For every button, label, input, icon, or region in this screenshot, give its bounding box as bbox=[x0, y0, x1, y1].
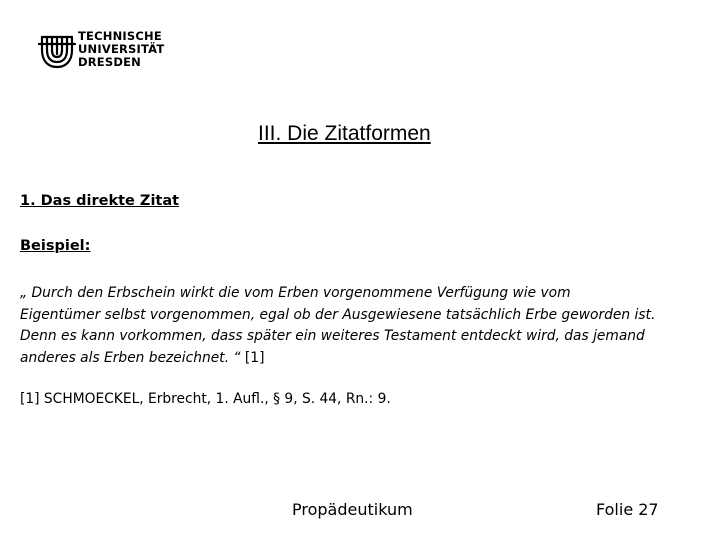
footer-course-name: Propädeutikum bbox=[292, 500, 413, 519]
logo-line-3: DRESDEN bbox=[78, 55, 141, 69]
footnote-reference: [1] bbox=[244, 349, 265, 366]
logo-line-1: TECHNISCHE bbox=[78, 29, 162, 43]
footer-slide-number: Folie 27 bbox=[596, 500, 659, 519]
quote-line: Eigentümer selbst vorgenommen, egal ob der Ausgewiesene tatsächlich Erbe geworden ist. bbox=[20, 306, 656, 323]
quote-line-text: anderes als Erben bezeichnet. “ bbox=[20, 349, 241, 366]
university-name bbox=[78, 30, 164, 69]
quote-line: „ Durch den Erbschein wirkt die vom Erben vorgenommene Verfügung wie vom bbox=[20, 285, 571, 301]
tu-dresden-logo-icon bbox=[38, 30, 76, 70]
quote-block bbox=[20, 283, 710, 369]
section-heading: 1. Das direkte Zitat bbox=[20, 193, 180, 209]
university-logo bbox=[38, 29, 178, 73]
logo-line-2: UNIVERSITÄT bbox=[78, 42, 165, 56]
quote-line-last bbox=[20, 348, 710, 370]
slide-title: III. Die Zitatformen bbox=[258, 122, 431, 145]
example-label: Beispiel: bbox=[20, 238, 91, 254]
footnote: [1] SCHMOECKEL, Erbrecht, 1. Aufl., § 9, S. 44, Rn.: 9. bbox=[20, 391, 391, 407]
quote-line: Denn es kann vorkommen, dass später ein weiteres Testament entdeckt wird, das jemand bbox=[20, 328, 645, 344]
